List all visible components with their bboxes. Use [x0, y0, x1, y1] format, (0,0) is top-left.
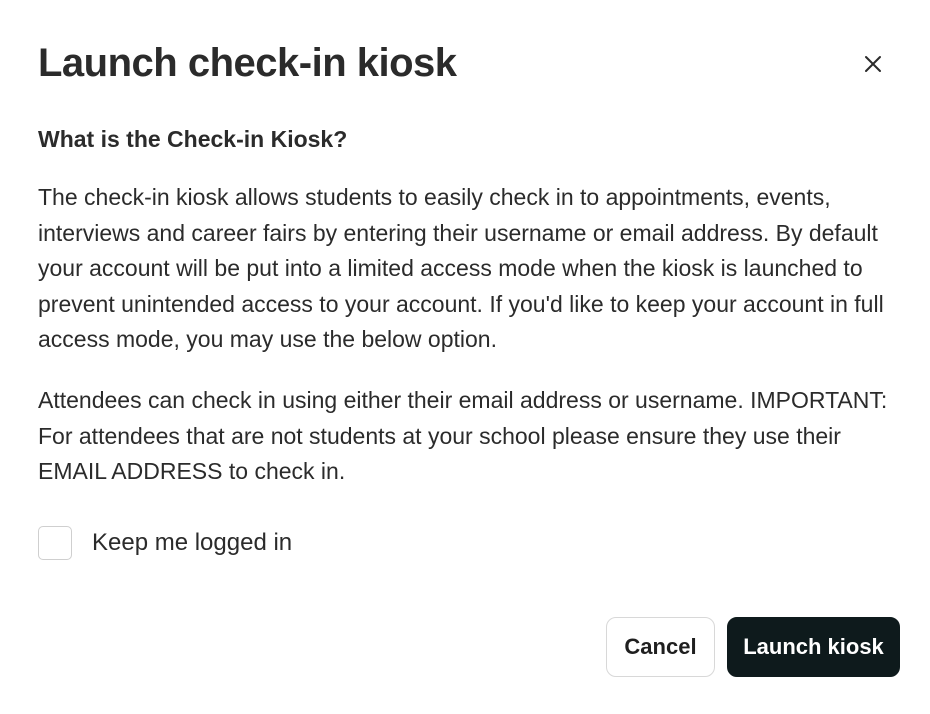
close-icon	[858, 49, 888, 79]
dialog-subtitle: What is the Check-in Kiosk?	[38, 126, 348, 152]
attendee-instructions: Attendees can check in using either their email address or username. IMPORTANT: For attendees that are not students at your school please ensure they use their EMAIL ADDRESS to check in.	[38, 387, 888, 485]
close-button[interactable]	[858, 49, 888, 79]
keep-logged-in-option[interactable]	[38, 526, 292, 560]
cancel-button[interactable]: Cancel	[606, 617, 715, 677]
dialog-title: Launch check-in kiosk	[38, 41, 457, 85]
kiosk-description: The check-in kiosk allows students to easily check in to appointments, events, interviews and career fairs by entering their username or email address. By default your account will be put into a limited access mode when the kiosk is launched to prevent unintended access to your account. If you'd like to keep your account in full access mode, you may use the below option.	[38, 184, 884, 353]
keep-logged-in-label: Keep me logged in	[92, 529, 293, 556]
keep-logged-in-checkbox[interactable]	[38, 526, 72, 560]
launch-kiosk-button[interactable]: Launch kiosk	[727, 617, 900, 677]
